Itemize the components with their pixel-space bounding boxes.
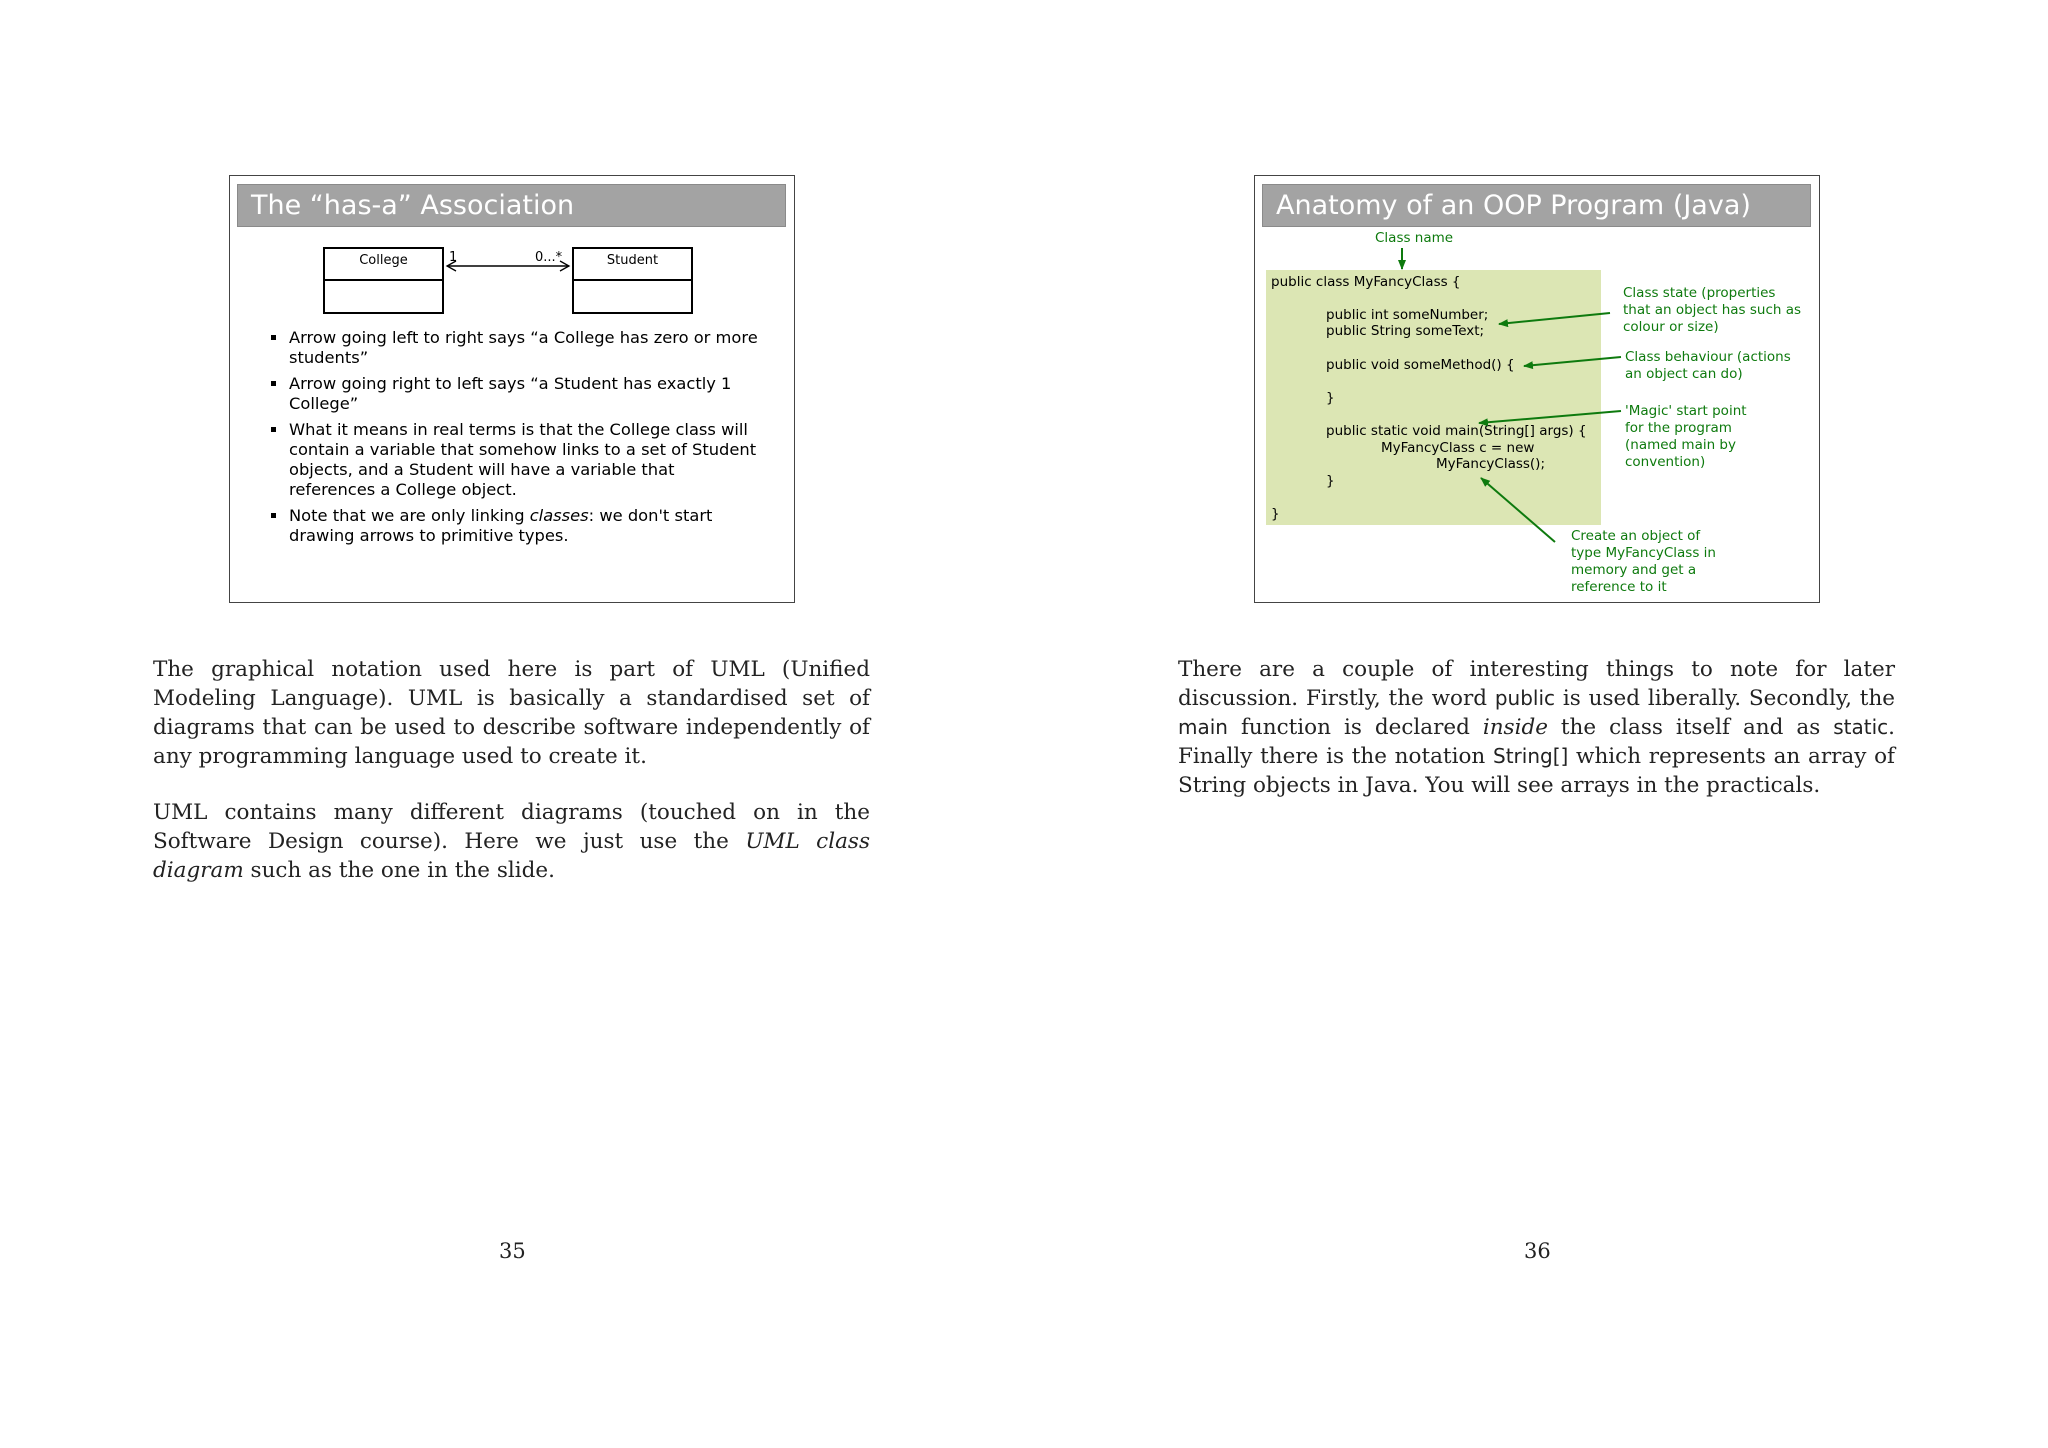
code-line: public class MyFancyClass { [1271,274,1461,290]
paragraph: There are a couple of interesting things to note for later discussion. Firstly, the word public is used liberally. Secondly, the main function is declared inside the class itself and as static. Finally there is the notation String[] which represents an array of String objects in Java. You will see arrays in the practicals. [1178,657,1896,798]
bullet-item: Note that we are only linking classes: we don't start drawing arrows to primitive types. [268,506,758,546]
multiplicity-student: 0...* [535,250,563,265]
annotation-create-object: Create an object of type MyFancyClass in memory and get a reference to it [1571,528,1716,595]
code-line: MyFancyClass c = new [1381,440,1535,456]
slide-anatomy-oop-program [1254,175,1820,603]
annotation-magic-start: 'Magic' start point for the program (named main by convention) [1625,403,1747,470]
bullet-list [268,328,758,552]
body-text-right [1178,655,1895,827]
code-line: } [1271,506,1280,522]
uml-class-student [572,247,693,314]
paragraph: UML contains many different diagrams (touched on in the Software Design course). Here we just use the UML class diagram such as the one in the slide. [153,800,870,883]
uml-class-name: Student [574,249,691,281]
annotation-class-state: Class state (properties that an object has such as colour or size) [1623,285,1802,335]
annotation-class-behaviour: Class behaviour (actions an object can do) [1625,349,1791,382]
bullet-item: What it means in real terms is that the College class will contain a variable that somehow links to a set of Student objects, and a Student will have a variable that references a College object. [268,420,758,500]
multiplicity-college: 1 [449,250,458,265]
bullet-item: Arrow going right to left says “a Student has exactly 1 College” [268,374,758,414]
code-line: public static void main(String[] args) { [1326,423,1587,439]
uml-class-name: College [325,249,442,281]
bullet-item: Arrow going left to right says “a College has zero or more students” [268,328,758,368]
slide-has-a-association [229,175,795,603]
slide-title: Anatomy of an OOP Program (Java) [1262,184,1811,227]
code-line: public void someMethod() { [1326,357,1515,373]
annotation-arrows [1255,176,1819,602]
slide-title: The “has-a” Association [237,184,786,227]
body-text-left [153,655,870,912]
annotation-class-name: Class name [1375,230,1454,246]
paragraph: The graphical notation used here is part of UML (Unified Modeling Language). UML is basically a standardised set of diagrams that can be used to describe software independently of any programming language used to create it. [153,657,870,769]
code-line: } [1326,473,1335,489]
code-line: public int someNumber; [1326,307,1489,323]
code-line: } [1326,390,1335,406]
uml-class-college [323,247,444,314]
page-number: 36 [1524,1239,1551,1263]
page-number: 35 [499,1239,526,1263]
code-line: public String someText; [1326,323,1485,339]
code-line: MyFancyClass(); [1436,456,1546,472]
